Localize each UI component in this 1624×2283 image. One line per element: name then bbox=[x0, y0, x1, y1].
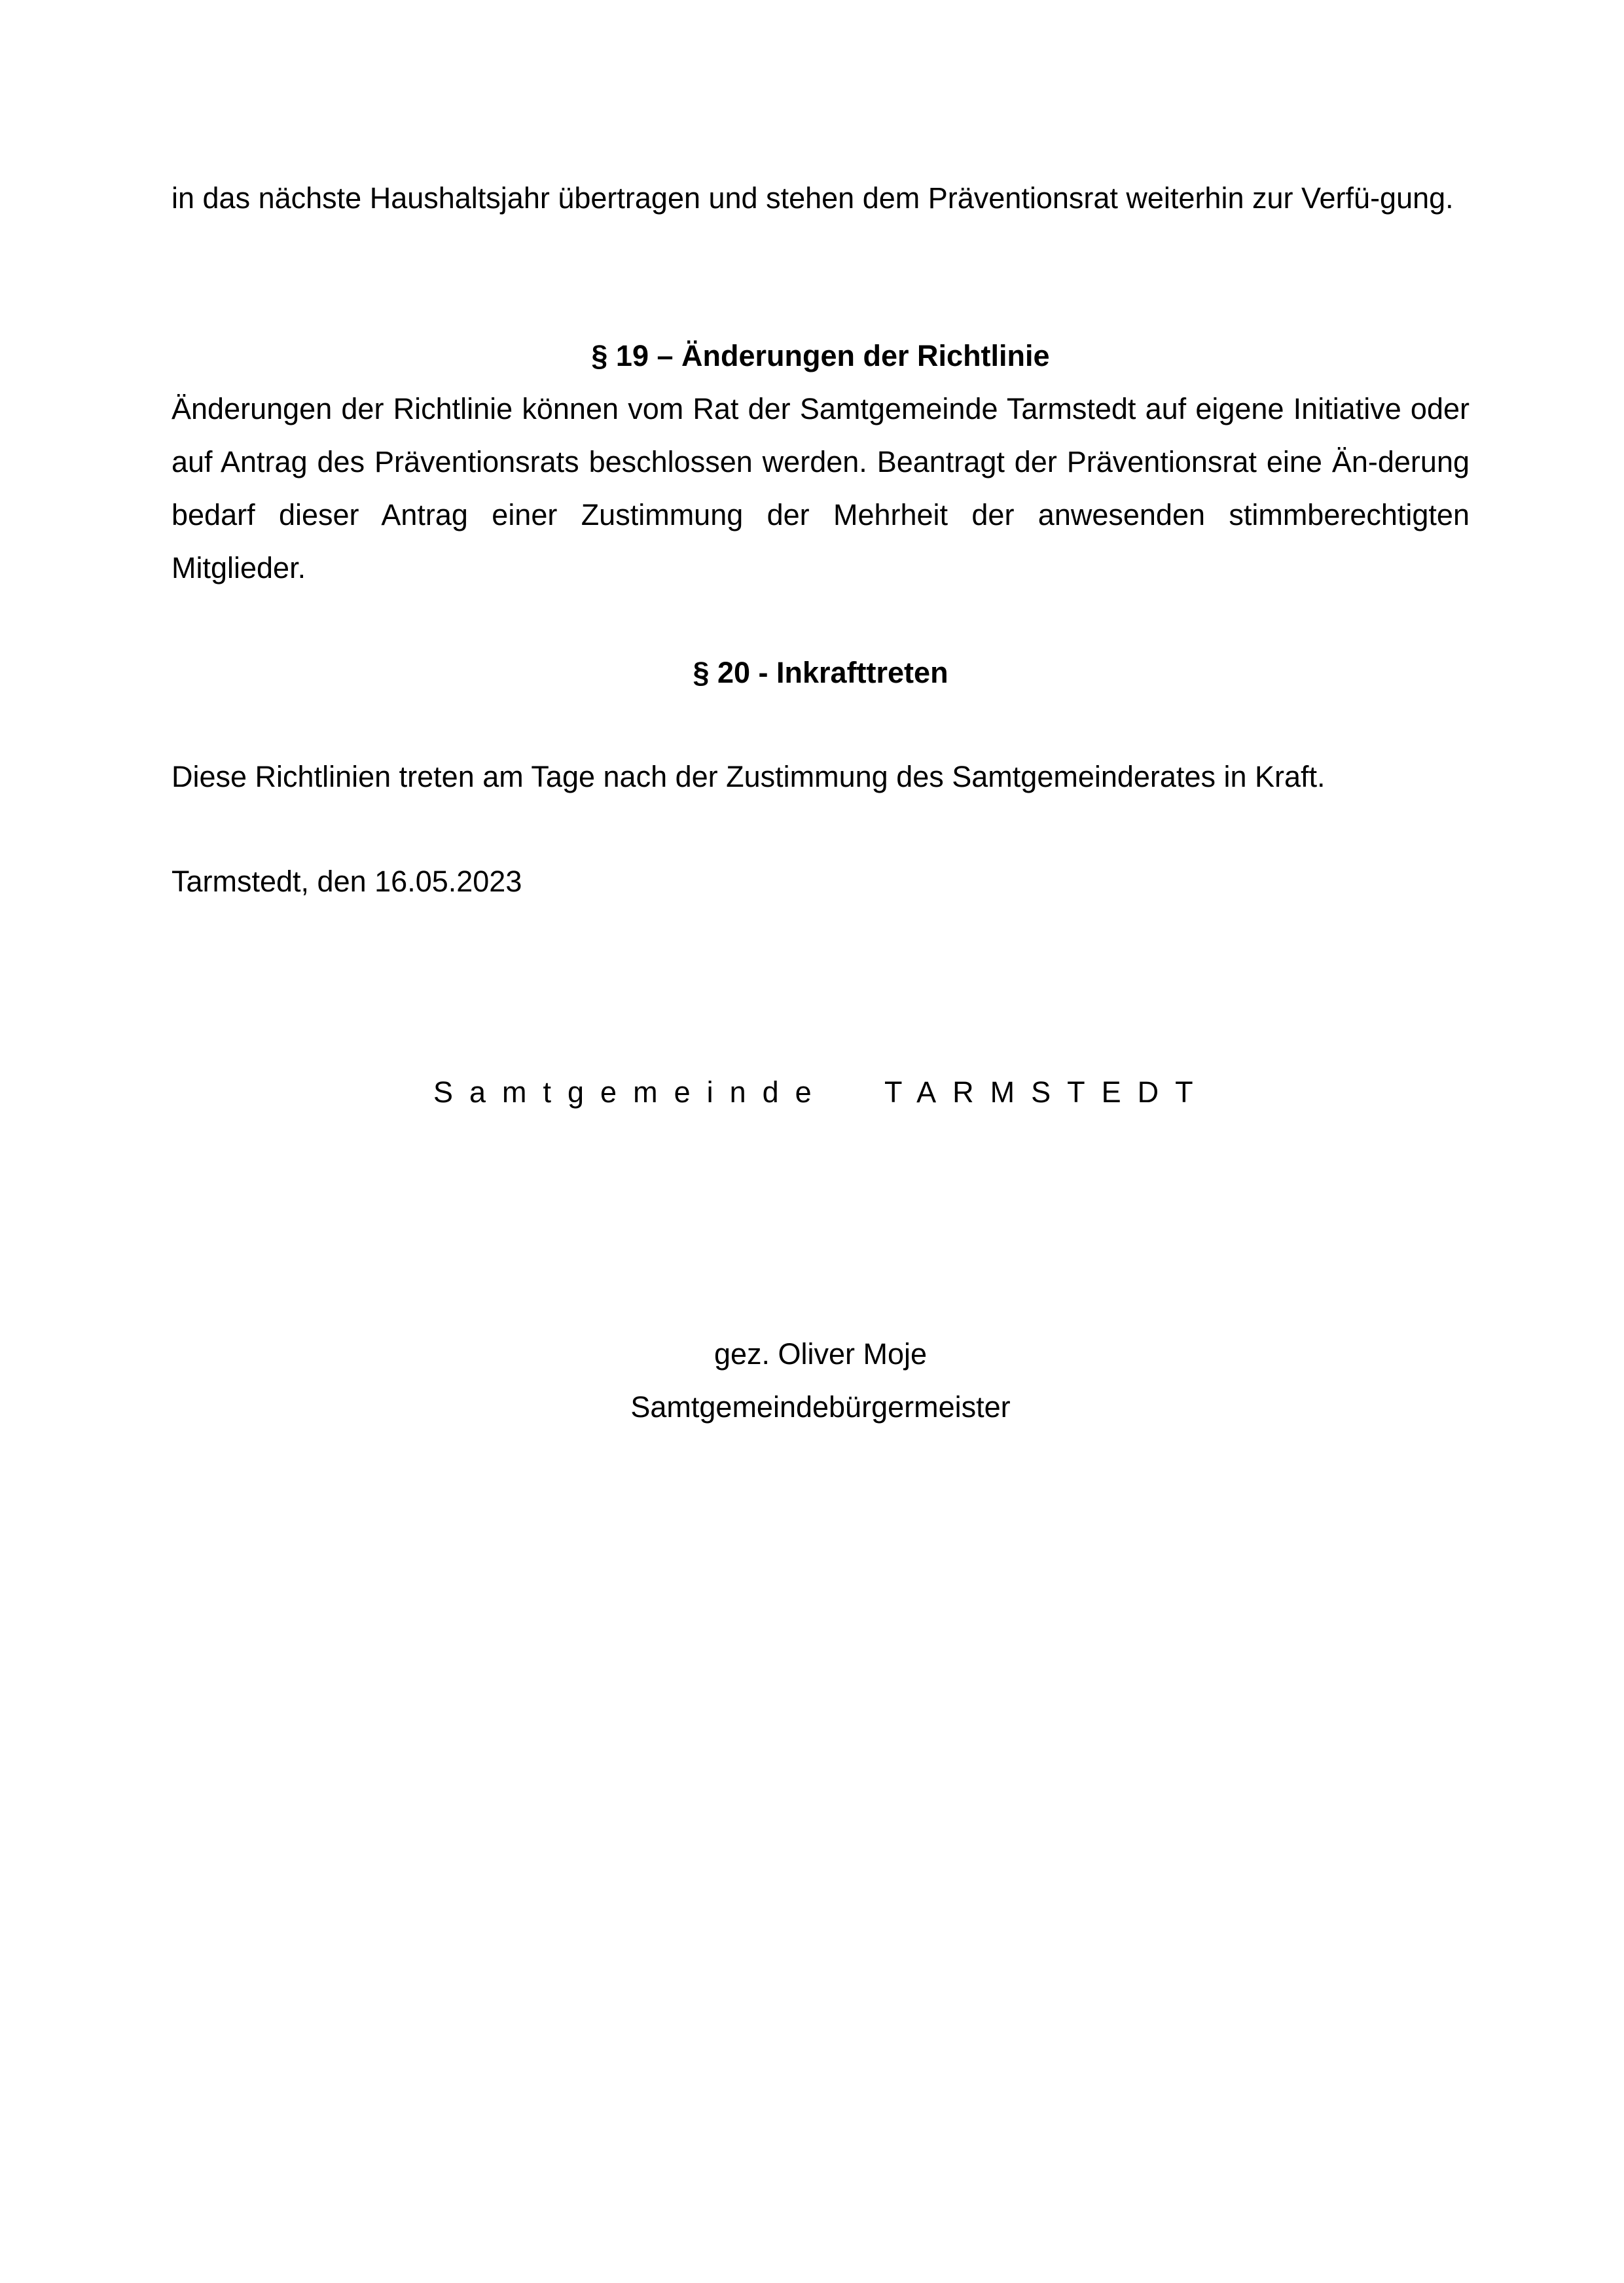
authority-word-tarmstedt: TARMSTEDT bbox=[884, 1075, 1210, 1109]
section-20-body: Diese Richtlinien treten am Tage nach der Zustimmung des Samtgemeinderates in Kraft. bbox=[171, 760, 1326, 793]
section-20-heading: § 20 - Inkrafttreten bbox=[693, 656, 948, 689]
authority-word-samtgemeinde: Samtgemeinde bbox=[433, 1075, 828, 1109]
section-19-heading: § 19 – Änderungen der Richtlinie bbox=[591, 339, 1050, 372]
continuation-paragraph: in das nächste Haushaltsjahr übertragen und stehen dem Präventionsrat weiterhin zur Verfü-gung. bbox=[171, 181, 1454, 215]
section-19-body: Änderungen der Richtlinie können vom Rat der Samtgemeinde Tarmstedt auf eigene Initiative oder auf Antrag des Präventionsrats beschlossen werden. Beantragt der Präventionsrat eine Än-derung bedarf dieser Antrag einer Zustimmung der Mehrheit der anwesenden stimmberechtigten Mitglieder. bbox=[171, 392, 1470, 584]
place-date: Tarmstedt, den 16.05.2023 bbox=[171, 865, 522, 898]
signature-name: gez. Oliver Moje bbox=[713, 1337, 928, 1371]
signature-title: Samtgemeindebürgermeister bbox=[630, 1390, 1011, 1424]
